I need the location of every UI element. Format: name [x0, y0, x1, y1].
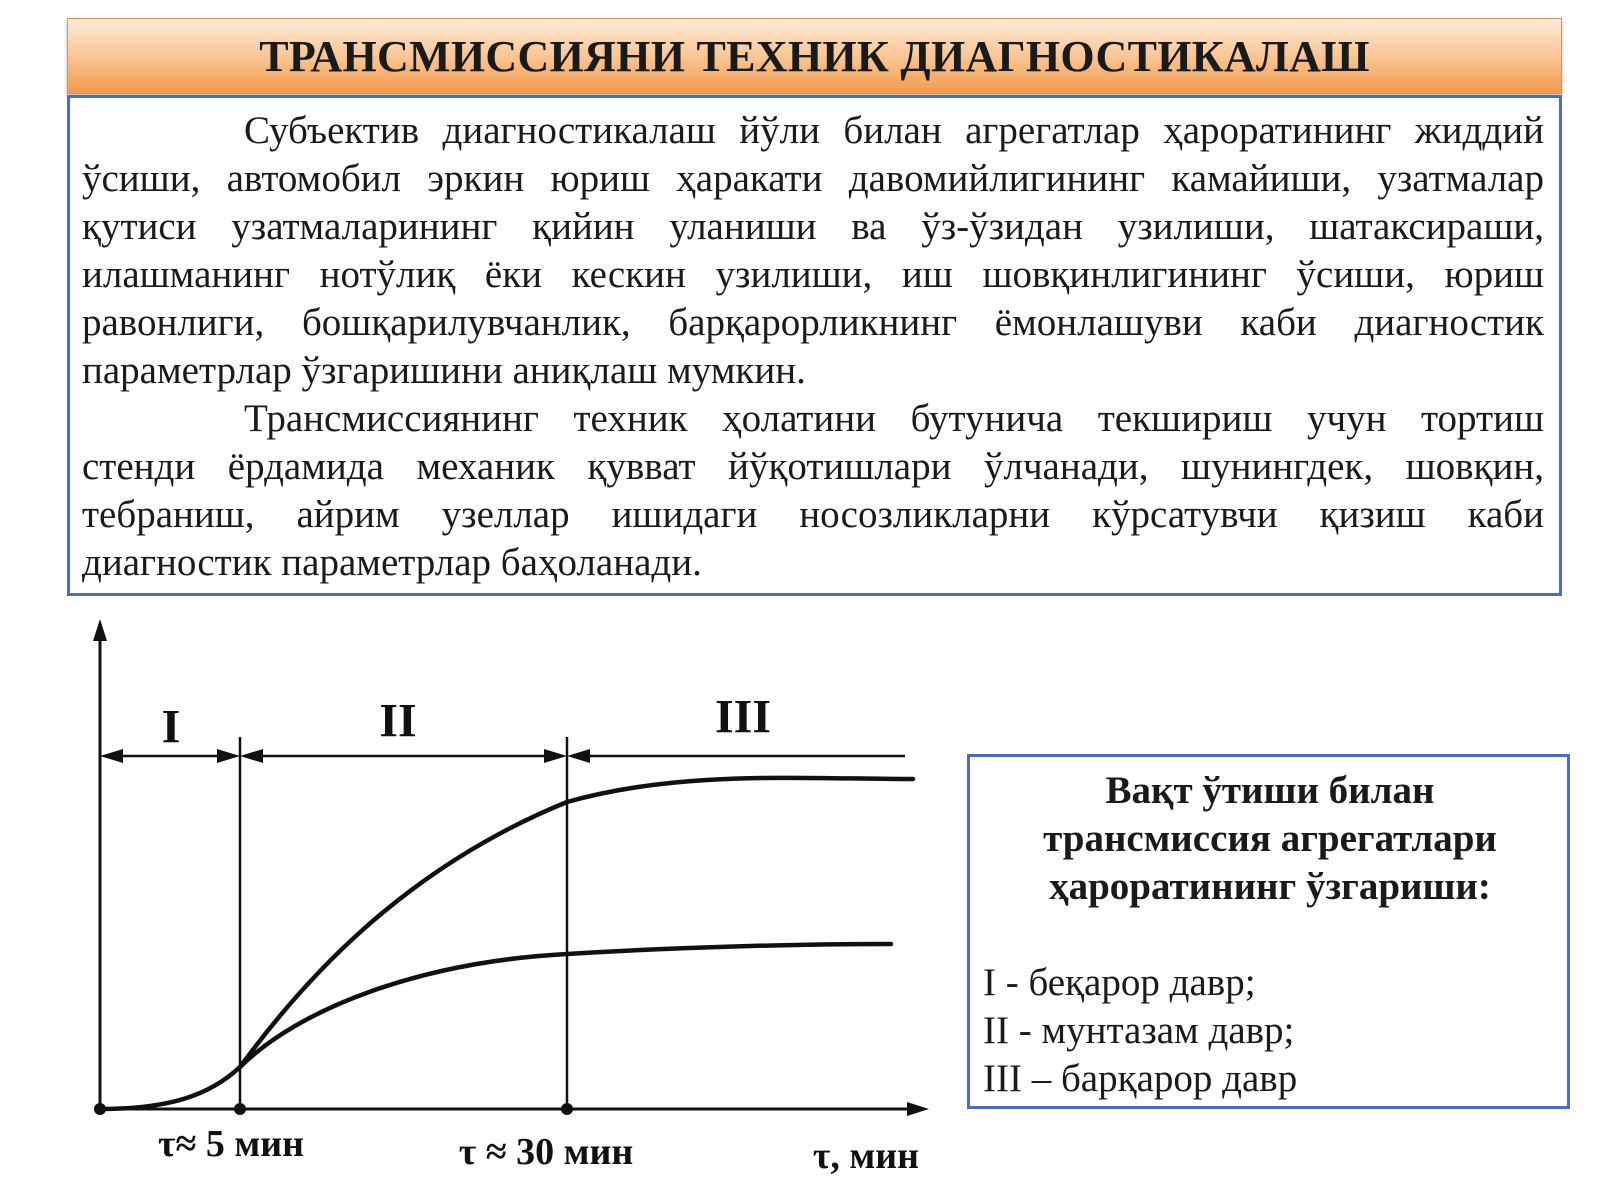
body-line: Трансмиссиянинг техник ҳолатини бутунича текшириш учун тортиш	[244, 397, 1544, 440]
body-line: параметрлар ўзгаришини аниқлаш мумкин.	[82, 349, 806, 392]
tick-dot-5min	[234, 1103, 246, 1115]
period-label-ii: II	[379, 694, 417, 748]
slide-title: ТРАНСМИССИЯНИ ТЕХНИК ДИАГНОСТИКАЛАШ	[67, 18, 1562, 94]
x-axis-arrow-icon	[907, 1102, 929, 1116]
legend-item-period-ii: II - мунтазам давр;	[983, 1009, 1295, 1052]
legend-title-line: Вақт ўтиши билан	[1105, 769, 1435, 812]
origin-dot	[94, 1103, 106, 1115]
tick-dot-30min	[561, 1103, 573, 1115]
temperature-curve-upper	[240, 778, 913, 1067]
legend-item-period-iii: III – барқарор давр	[983, 1057, 1298, 1100]
period-label-i: I	[161, 700, 181, 754]
body-line: Субъектив диагностикалаш йўли билан агрегатлар ҳароратининг жиддий	[244, 109, 1544, 152]
body-line: тебраниш, айрим узеллар ишидаги носозликларни кўрсатувчи қизиш каби	[82, 493, 1544, 536]
legend-spacer	[983, 911, 1557, 959]
body-line: стенди ёрдамида механик қувват йўқотишлари ўлчанади, шунингдек, шовқин,	[82, 445, 1544, 488]
body-text-box	[67, 95, 1562, 596]
body-line: ўсиши, автомобил эркин юриш ҳаракати давомийлигининг камайиши, узатмалар	[82, 157, 1544, 200]
period-ii-arrow	[240, 749, 567, 763]
x-axis-label: τ, мин	[812, 1135, 920, 1177]
body-line: диагностик параметрлар баҳоланади.	[82, 541, 702, 584]
y-axis-arrow-icon	[93, 619, 107, 641]
legend-title-line: трансмиссия агрегатлари	[1043, 817, 1497, 860]
temperature-curve-lower	[240, 944, 891, 1067]
body-line: қутиси узатмаларининг қийин уланиши ва ўз-ўзидан узилиши, шатаксираши,	[82, 205, 1544, 248]
x-tick-label-5min: τ≈ 5 мин	[157, 1123, 305, 1165]
curve-initial-segment	[100, 1067, 240, 1109]
legend-box	[967, 754, 1570, 1109]
body-line: равонлиги, бошқарилувчанлик, барқарорликнинг ёмонлашуви каби диагностик	[82, 301, 1544, 344]
x-tick-label-30min: τ ≈ 30 мин	[458, 1131, 634, 1173]
temperature-graph	[60, 600, 960, 1200]
period-iii-arrow	[567, 749, 905, 763]
period-label-iii: III	[714, 690, 772, 744]
legend-title-line: ҳароратининг ўзгариши:	[1049, 865, 1491, 908]
body-line: илашманинг нотўлиқ ёки кескин узилиши, иш шовқинлигининг ўсиши, юриш	[82, 253, 1544, 296]
legend-item-period-i: I - беқарор давр;	[983, 961, 1256, 1004]
